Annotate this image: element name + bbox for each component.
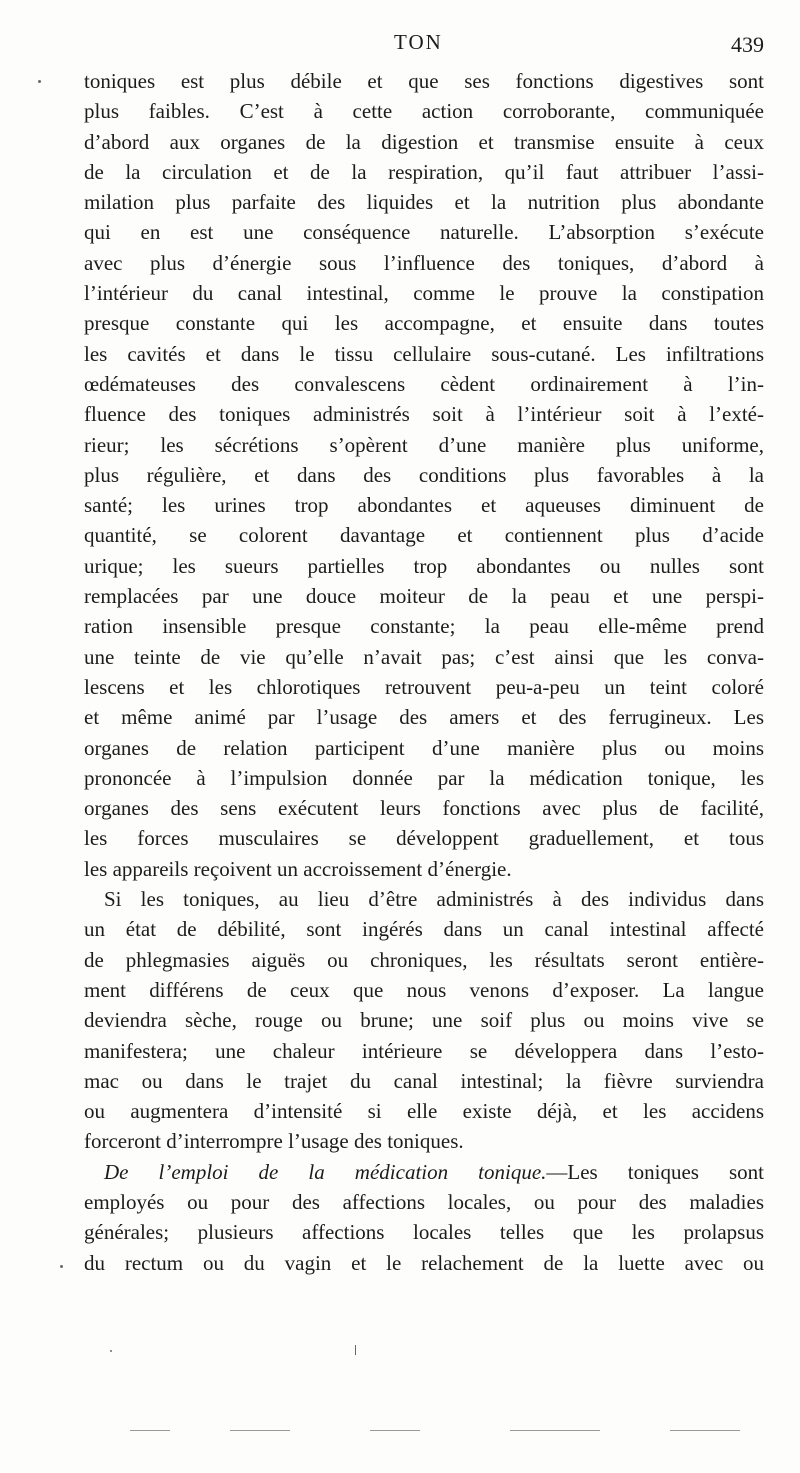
text-line: les forces musculaires se développent graduellement, et tous [84, 826, 764, 851]
text-line: manifestera; une chaleur intérieure se développera dans l’esto- [84, 1038, 764, 1063]
text-line: de la circulation et de la respiration, qu’il faut attribuer l’assi- [84, 159, 764, 184]
text-line: quantité, se colorent davantage et contiennent plus d’acide [84, 523, 764, 548]
scan-speck [38, 80, 41, 83]
text-line: ment différens de ceux que nous venons d’exposer. La langue [84, 977, 764, 1002]
scan-speck [355, 1345, 356, 1355]
paragraph-2 [84, 884, 764, 1157]
scan-speck [60, 1265, 63, 1268]
text-line: générales; plusieurs affections locales telles que les prolapsus [84, 1220, 764, 1245]
text-line: organes de relation participent d’une manière plus ou moins [84, 735, 764, 760]
text-line: un état de débilité, sont ingérés dans un canal intestinal affecté [84, 917, 764, 942]
text-line: presque constante qui les accompagne, et ensuite dans toutes [84, 311, 764, 336]
text-line: d’abord aux organes de la digestion et transmise ensuite à ceux [84, 129, 764, 154]
section-heading-line [84, 1157, 764, 1187]
running-head [84, 30, 764, 60]
scan-speck [110, 1350, 112, 1352]
text-line: forceront d’interrompre l’usage des toniques. [84, 1129, 464, 1154]
text-line: les cavités et dans le tissu cellulaire sous-cutané. Les infiltrations [84, 341, 764, 366]
text-line: employés ou pour des affections locales, ou pour des maladies [84, 1189, 764, 1214]
text-line: plus faibles. C’est à cette action corroborante, communiquée [84, 99, 764, 124]
text-line: plus régulière, et dans des conditions plus favorables à la [84, 462, 764, 487]
text-line: de phlegmasies aiguës ou chroniques, les résultats seront entière- [84, 947, 764, 972]
text-body [84, 66, 764, 1278]
text-line: prononcée à l’impulsion donnée par la médication tonique, les [84, 765, 764, 790]
page-number: 439 [731, 32, 764, 57]
text-line: ou augmentera d’intensité si elle existe déjà, et les accidens [84, 1099, 764, 1124]
running-head-title: TON [394, 30, 443, 54]
text-line: deviendra sèche, rouge ou brune; une soif plus ou moins vive se [84, 1008, 764, 1033]
section-heading-rest: —Les toniques sont [546, 1159, 764, 1184]
text-line: remplacées par une douce moiteur de la peau et une perspi- [84, 584, 764, 609]
text-line: une teinte de vie qu’elle n’avait pas; c’est ainsi que les conva- [84, 644, 764, 669]
text-line: l’intérieur du canal intestinal, comme le prouve la constipation [84, 281, 764, 306]
text-line: fluence des toniques administrés soit à l’intérieur soit à l’exté- [84, 402, 764, 427]
text-line: œdémateuses des convalescens cèdent ordinairement à l’in- [84, 371, 764, 396]
text-line: milation plus parfaite des liquides et la nutrition plus abondante [84, 190, 764, 215]
section-heading: De l’emploi de la médication tonique. [104, 1159, 547, 1184]
text-line: mac ou dans le trajet du canal intestinal; la fièvre surviendra [84, 1068, 764, 1093]
text-line: qui en est une conséquence naturelle. L’absorption s’exécute [84, 220, 764, 245]
text-line: avec plus d’énergie sous l’influence des toniques, d’abord à [84, 250, 764, 275]
text-line: Si les toniques, au lieu d’être administrés à des individus dans [104, 887, 764, 912]
bottom-scan-marks [130, 1430, 750, 1440]
text-line: organes des sens exécutent leurs fonctions avec plus de facilité, [84, 796, 764, 821]
text-line: du rectum ou du vagin et le relachement de la luette avec ou [84, 1250, 764, 1275]
text-line: rieur; les sécrétions s’opèrent d’une manière plus uniforme, [84, 432, 764, 457]
text-line: lescens et les chlorotiques retrouvent peu-a-peu un teint coloré [84, 674, 764, 699]
text-line: urique; les sueurs partielles trop abondantes ou nulles sont [84, 553, 764, 578]
text-line: santé; les urines trop abondantes et aqueuses diminuent de [84, 493, 764, 518]
text-line: les appareils reçoivent un accroissement d’énergie. [84, 856, 512, 881]
paragraph-1 [84, 66, 764, 884]
text-line: toniques est plus débile et que ses fonctions digestives sont [84, 69, 764, 93]
text-line: et même animé par l’usage des amers et des ferrugineux. Les [84, 705, 764, 730]
paragraph-3 [84, 1157, 764, 1278]
text-line: ration insensible presque constante; la peau elle-même prend [84, 614, 764, 639]
